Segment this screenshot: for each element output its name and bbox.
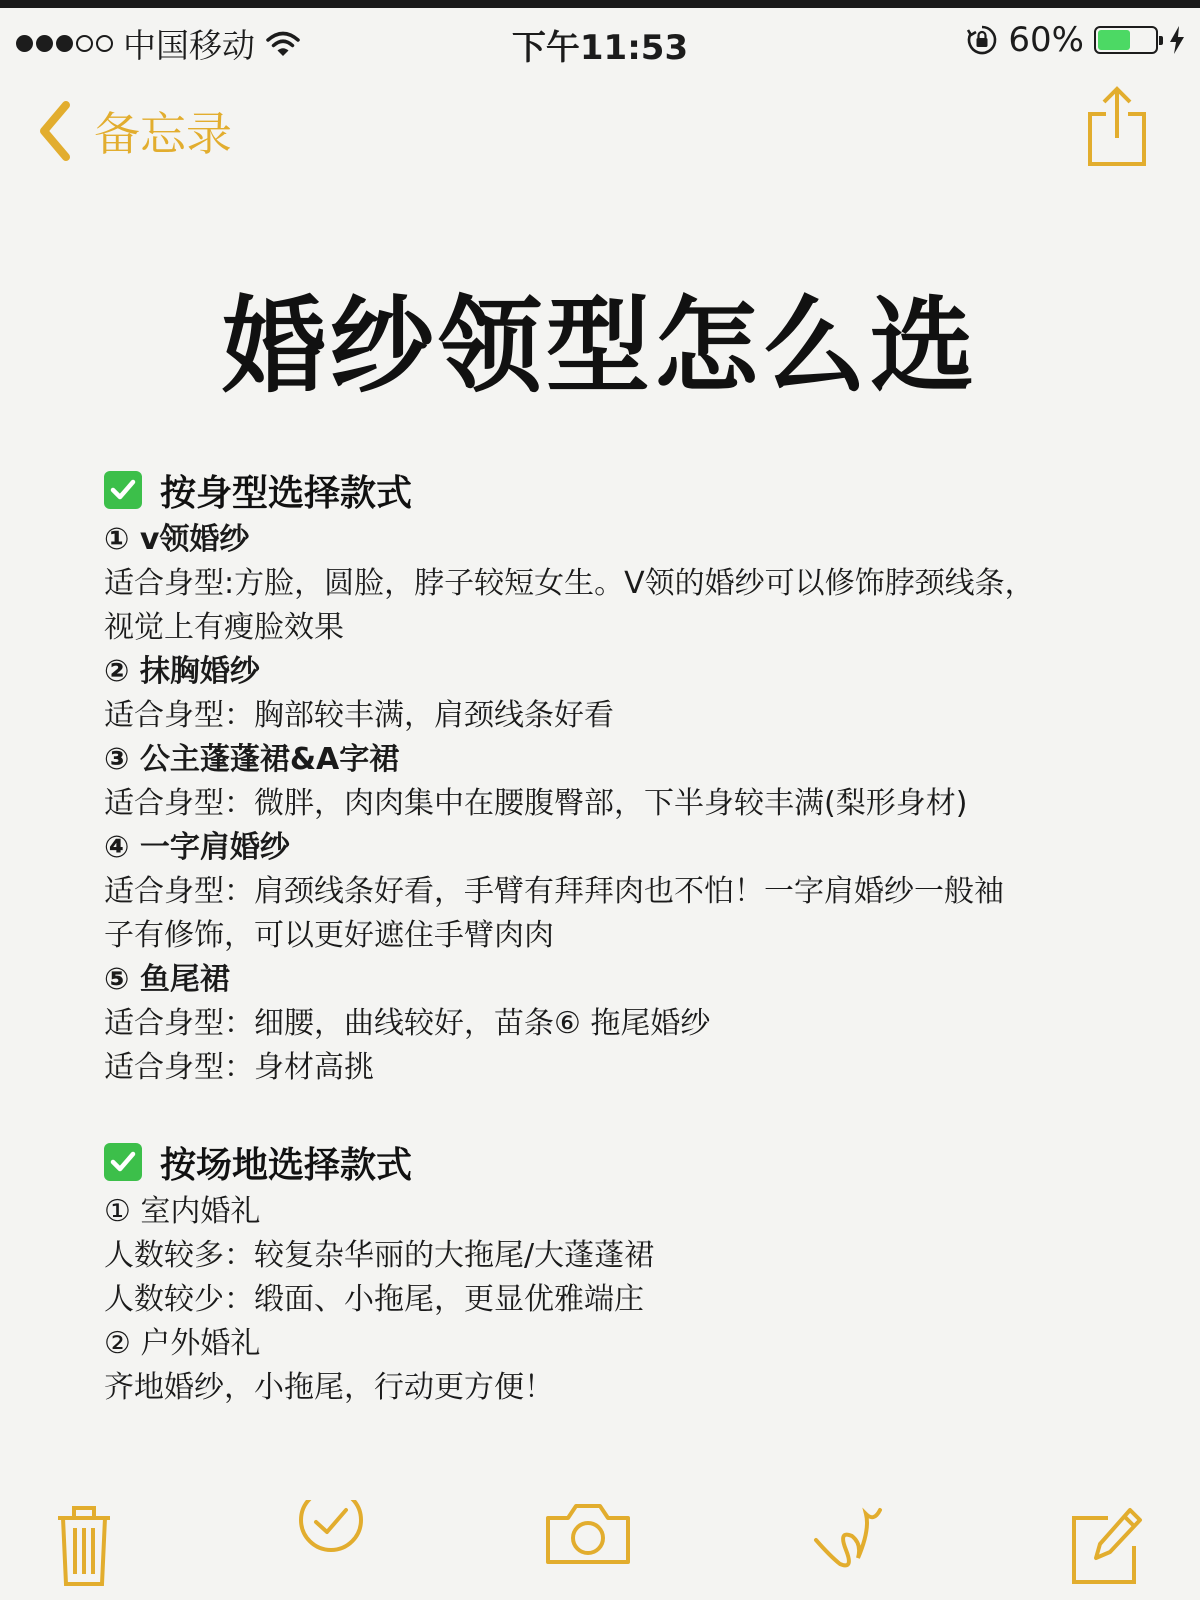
item-title: ③ 公主蓬蓬裙&A字裙 xyxy=(104,742,400,777)
item-title: ⑤ 鱼尾裙 xyxy=(104,962,230,997)
chevron-left-icon xyxy=(36,99,76,163)
item-text: 适合身型:方脸，圆脸，脖子较短女生。V领的婚纱可以修饰脖颈线条， xyxy=(104,566,1035,601)
section-heading xyxy=(104,462,1114,518)
nav-bar xyxy=(0,80,1200,180)
camera-icon[interactable] xyxy=(544,1500,632,1590)
section-heading-text: 按场地选择款式 xyxy=(160,1144,413,1186)
item-text: 适合身型：胸部较丰满，肩颈线条好看 xyxy=(104,698,614,733)
back-label: 备忘录 xyxy=(94,107,232,161)
orientation-lock-icon xyxy=(966,24,998,56)
item-text: 适合身型：微胖，肉肉集中在腰腹臀部，下半身较丰满(梨形身材) xyxy=(104,786,968,821)
item-title: ② 户外婚礼 xyxy=(104,1326,261,1361)
status-bar xyxy=(0,8,1200,74)
check-mark-icon xyxy=(104,471,142,509)
trash-icon[interactable] xyxy=(54,1500,114,1590)
item-title: ④ 一字肩婚纱 xyxy=(104,830,290,865)
charging-bolt-icon xyxy=(1168,25,1186,55)
item-title: ① v领婚纱 xyxy=(104,522,250,557)
section-heading-text: 按身型选择款式 xyxy=(160,472,413,514)
section-by-venue xyxy=(104,1134,1114,1410)
item-text: 适合身型：身材高挑 xyxy=(104,1050,374,1085)
bottom-toolbar xyxy=(0,1500,1200,1600)
top-edge xyxy=(0,0,1200,8)
status-right xyxy=(966,20,1186,60)
item-title: ② 抹胸婚纱 xyxy=(104,654,260,689)
item-text: 适合身型：肩颈线条好看，手臂有拜拜肉也不怕！一字肩婚纱一般袖 xyxy=(104,874,1004,909)
item-text: 视觉上有瘦脸效果 xyxy=(104,610,344,645)
battery-percent: 60% xyxy=(1008,20,1084,60)
sketch-icon[interactable] xyxy=(810,1500,886,1590)
checklist-icon[interactable] xyxy=(296,1500,366,1590)
note-body[interactable] xyxy=(104,462,1114,1454)
item-text: 子有修饰，可以更好遮住手臂肉肉 xyxy=(104,918,554,953)
note-title: 婚纱领型怎么选 xyxy=(221,285,978,407)
item-text: 齐地婚纱，小拖尾，行动更方便！ xyxy=(104,1370,554,1405)
share-icon[interactable] xyxy=(1086,86,1148,166)
compose-icon[interactable] xyxy=(1068,1500,1144,1590)
back-button[interactable] xyxy=(36,98,232,164)
section-by-body-type xyxy=(104,462,1114,1090)
item-text: 适合身型：细腰，曲线较好，苗条⑥ 拖尾婚纱 xyxy=(104,1006,711,1041)
status-time: 下午11:53 xyxy=(511,28,689,68)
check-mark-icon xyxy=(104,1143,142,1181)
battery-icon xyxy=(1094,26,1158,54)
item-text: 人数较多：较复杂华丽的大拖尾/大蓬蓬裙 xyxy=(104,1238,655,1273)
carrier-name: 中国移动 xyxy=(123,26,255,65)
item-title: ① 室内婚礼 xyxy=(104,1194,261,1229)
section-heading xyxy=(104,1134,1114,1190)
battery-fill xyxy=(1098,30,1130,50)
item-text: 人数较少：缎面、小拖尾，更显优雅端庄 xyxy=(104,1282,644,1317)
